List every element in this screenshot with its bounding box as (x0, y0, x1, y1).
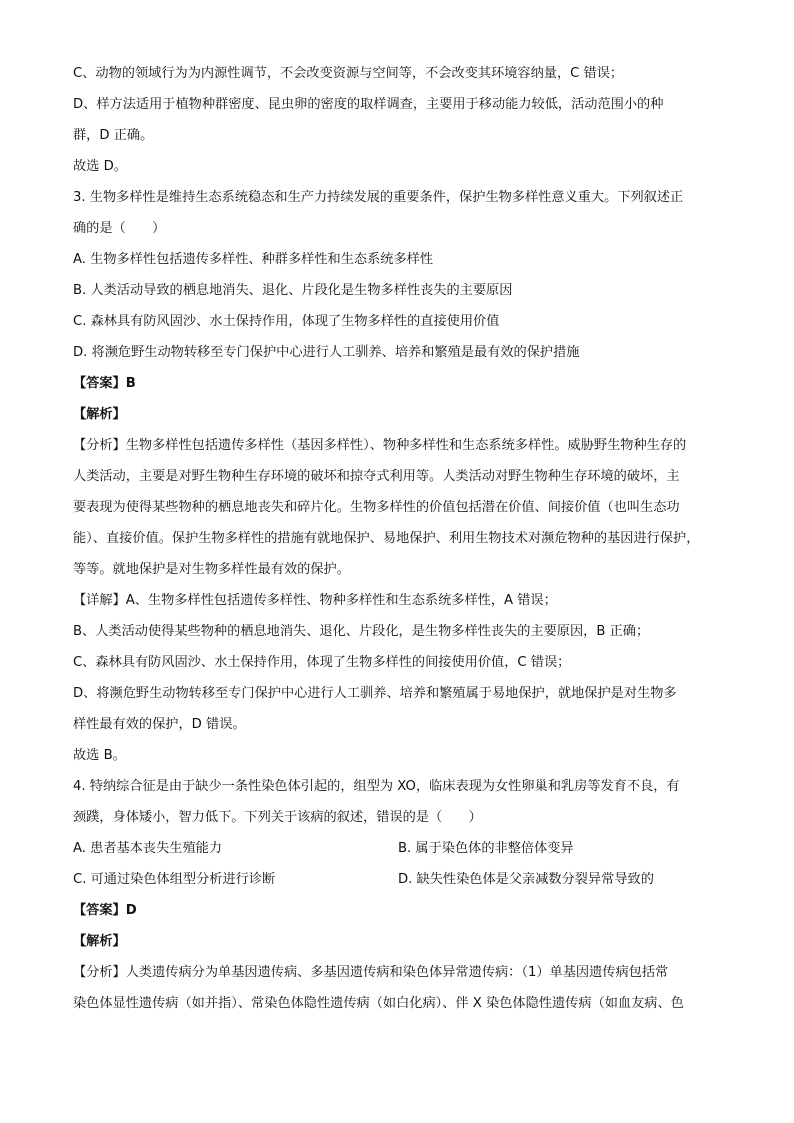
analysis-text: 人类活动，主要是对野生物种生存环境的破坏和掠夺式利用等。人类活动对野生物种生存环境的破坏，主 (73, 469, 680, 484)
analysis-heading: 【解析】 (73, 934, 126, 949)
question-4-option-d: D. 缺失性染色体是父亲减数分裂异常导致的 (398, 872, 654, 887)
analysis-heading: 【解析】 (73, 407, 126, 422)
answer-label: 【答案】D (73, 903, 137, 918)
detail-text: B、人类活动使得某些物种的栖息地消失、退化、片段化，是生物多样性丧失的主要原因，B 正确； (73, 624, 650, 639)
text-line: D、样方法适用于植物种群密度、昆虫卵的密度的取样调查，主要用于移动能力较低，活动范围小的种 (73, 97, 664, 112)
answer-label: 【答案】B (73, 376, 136, 391)
text-line: 群，D 正确。 (73, 128, 154, 143)
analysis-text: 等等。就地保护是对生物多样性最有效的保护。 (73, 562, 350, 577)
question-3-option-b: B. 人类活动导致的栖息地消失、退化、片段化是生物多样性丧失的主要原因 (73, 283, 513, 298)
question-3-stem: 3. 生物多样性是维持生态系统稳态和生产力持续发展的重要条件，保护生物多样性意义重大。下列叙述正 (73, 190, 684, 205)
detail-text: D、将濒危野生动物转移至专门保护中心进行人工驯养、培养和繁殖属于易地保护，就地保护是对生物多 (73, 686, 677, 701)
question-3-option-a: A. 生物多样性包括遗传多样性、种群多样性和生态系统多样性 (73, 252, 434, 267)
analysis-text: 能）、直接价值。保护生物多样性的措施有就地保护、易地保护、利用生物技术对濒危物种的基因进行保护， (73, 531, 700, 546)
question-4-stem: 4. 特纳综合征是由于缺少一条性染色体引起的，组型为 XO，临床表现为女性卵巢和乳房等发育不良，有 (73, 779, 680, 794)
text-line: 故选 B。 (73, 748, 126, 763)
question-3-option-c: C. 森林具有防风固沙、水土保持作用，体现了生物多样性的直接使用价值 (73, 314, 500, 329)
question-4-option-a: A. 患者基本丧失生殖能力 (73, 841, 223, 856)
document-page (73, 58, 723, 1019)
detail-text: 样性最有效的保护，D 错误。 (73, 717, 246, 732)
question-4-stem: 颈蹼，身体矮小，智力低下。下列关于该病的叙述，错误的是（ ） (73, 810, 482, 825)
question-4-option-b: B. 属于染色体的非整倍体变异 (398, 841, 574, 856)
analysis-text: 【分析】生物多样性包括遗传多样性（基因多样性）、物种多样性和生态系统多样性。威胁野生物种生存的 (73, 438, 687, 453)
question-3-stem: 确的是（ ） (73, 221, 166, 236)
text-line: 故选 D。 (73, 159, 127, 174)
detail-text: 【详解】A、生物多样性包括遗传多样性、物种多样性和生态系统多样性，A 错误； (73, 593, 557, 608)
analysis-text: 要表现为使得某些物种的栖息地丧失和碎片化。生物多样性的价值包括潜在价值、间接价值（也叫生态功 (73, 500, 680, 515)
question-4-options-row (73, 864, 723, 895)
text-line: C、动物的领域行为为内源性调节，不会改变资源与空间等，不会改变其环境容纳量，C 错误； (73, 66, 624, 81)
question-4-option-c: C. 可通过染色体组型分析进行诊断 (73, 872, 276, 887)
question-4-options-row (73, 833, 723, 864)
analysis-text: 【分析】人类遗传病分为单基因遗传病、多基因遗传病和染色体异常遗传病：（1）单基因遗传病包括常 (73, 965, 669, 980)
question-3-option-d: D. 将濒危野生动物转移至专门保护中心进行人工驯养、培养和繁殖是最有效的保护措施 (73, 345, 580, 360)
analysis-text: 染色体显性遗传病（如并指）、常染色体隐性遗传病（如白化病）、伴 X 染色体隐性遗传病（如血友病、色 (73, 996, 684, 1011)
detail-text: C、森林具有防风固沙、水土保持作用，体现了生物多样性的间接使用价值，C 错误； (73, 655, 571, 670)
